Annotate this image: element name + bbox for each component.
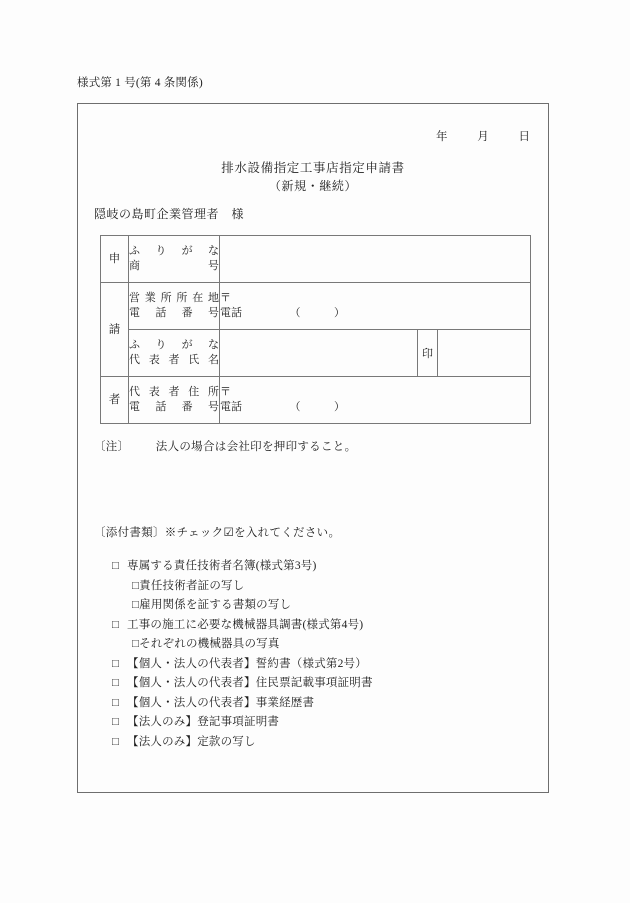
checkbox-empty-icon[interactable]: □ [112, 696, 120, 709]
representative-phone-row [220, 400, 530, 415]
checklist-item-label: 【個人・法人の代表者】誓約書（様式第2号） [127, 657, 367, 670]
applicant-side-char-2: 請 [101, 283, 129, 377]
checklist-item-label: 専属する責任技術者名簿(様式第3号) [127, 560, 317, 572]
field-representative-address[interactable] [220, 377, 531, 424]
checkbox-empty-icon[interactable]: □ [112, 716, 120, 728]
checklist-item[interactable] [112, 616, 373, 636]
paren-close-2: ） [334, 401, 345, 413]
date-day-label: 日 [518, 131, 530, 143]
checklist-item-label: 【法人のみ】登記事項証明書 [127, 716, 280, 728]
document-subtitle: （新規・継続） [268, 179, 358, 193]
paren-open-2: （ [289, 401, 301, 413]
addressee-line: 隠岐の島町企業管理者 様 [94, 207, 245, 221]
applicant-table [100, 235, 531, 424]
checklist-subitem[interactable] [112, 635, 373, 655]
date-year-label: 年 [436, 131, 448, 143]
checklist-subitem-label: □雇用関係を証する書類の写し [132, 599, 292, 611]
checklist-item-label: 【法人のみ】定款の写し [127, 735, 256, 748]
label-trade-name: 商号 [129, 260, 219, 272]
checklist-item-label: 工事の施工に必要な機械器具調書(様式第4号) [127, 618, 364, 631]
field-trade-name[interactable] [220, 236, 531, 283]
checkbox-empty-icon[interactable]: □ [112, 560, 120, 572]
table-row [101, 330, 531, 377]
checkbox-empty-icon[interactable]: □ [112, 657, 120, 670]
label-representative-name: 代表者氏名 [129, 354, 219, 366]
checklist-subitem[interactable] [112, 596, 373, 616]
checklist-subitem[interactable] [112, 577, 373, 597]
field-seal-impression[interactable] [437, 330, 530, 377]
office-phone-row [220, 306, 530, 321]
title-block [78, 159, 548, 195]
checklist-item-label: 【個人・法人の代表者】住民票記載事項証明書 [127, 677, 373, 689]
label-furigana-2: ふりがな [129, 339, 219, 351]
applicant-side-char-1: 申 [101, 236, 129, 283]
applicant-side-char-3: 者 [101, 377, 129, 424]
date-month-label: 月 [477, 131, 489, 143]
label-office-address: 営業所所在地 [129, 292, 219, 304]
attachments-heading: 〔添付書類〕※チェック☑を入れてください。 [94, 527, 341, 539]
seal-label-cell: 印 [417, 330, 437, 377]
form-frame [77, 103, 549, 793]
row-label-representative-name [129, 330, 220, 377]
checklist-item[interactable] [112, 557, 373, 577]
postal-mark-2: 〒 [220, 386, 231, 398]
form-number: 様式第 1 号(第 4 条関係) [77, 77, 203, 89]
checklist-item[interactable] [112, 733, 373, 753]
checklist-item[interactable] [112, 713, 373, 733]
table-row [101, 377, 531, 424]
postal-mark-1: 〒 [220, 292, 231, 304]
phone-label-2: 電話 [220, 401, 242, 413]
table-row [101, 236, 531, 283]
checklist-subitem-label: □責任技術者証の写し [132, 579, 245, 592]
checklist-item[interactable] [112, 694, 373, 714]
checkbox-empty-icon[interactable]: □ [112, 735, 120, 748]
checkbox-empty-icon[interactable]: □ [112, 677, 120, 689]
date-line [436, 128, 530, 144]
paren-open-1: （ [289, 307, 301, 319]
checkbox-empty-icon[interactable]: □ [112, 618, 120, 631]
field-representative-name[interactable] [220, 330, 418, 377]
row-label-representative-address [129, 377, 220, 424]
checklist-item-label: 【個人・法人の代表者】事業経歴書 [127, 696, 315, 709]
checklist-item[interactable] [112, 674, 373, 694]
attachments-checklist [112, 557, 373, 752]
checklist-subitem-label: □それぞれの機械器具の写真 [132, 638, 280, 650]
row-label-office-address [129, 283, 220, 330]
label-representative-address: 代表者住所 [129, 386, 219, 398]
note-marker: 〔注〕 [94, 441, 130, 453]
paren-close-1: ） [334, 307, 345, 319]
checklist-item[interactable] [112, 655, 373, 675]
field-office-address[interactable] [220, 283, 531, 330]
document-title: 排水設備指定工事店指定申請書 [221, 161, 405, 175]
label-office-phone: 電話番号 [129, 307, 219, 319]
note-line [94, 438, 356, 454]
table-row [101, 283, 531, 330]
row-label-trade-name [129, 236, 220, 283]
phone-label-1: 電話 [220, 307, 242, 319]
note-text: 法人の場合は会社印を押印すること。 [155, 441, 357, 453]
label-furigana-1: ふりがな [129, 245, 219, 257]
label-representative-phone: 電話番号 [129, 401, 219, 413]
